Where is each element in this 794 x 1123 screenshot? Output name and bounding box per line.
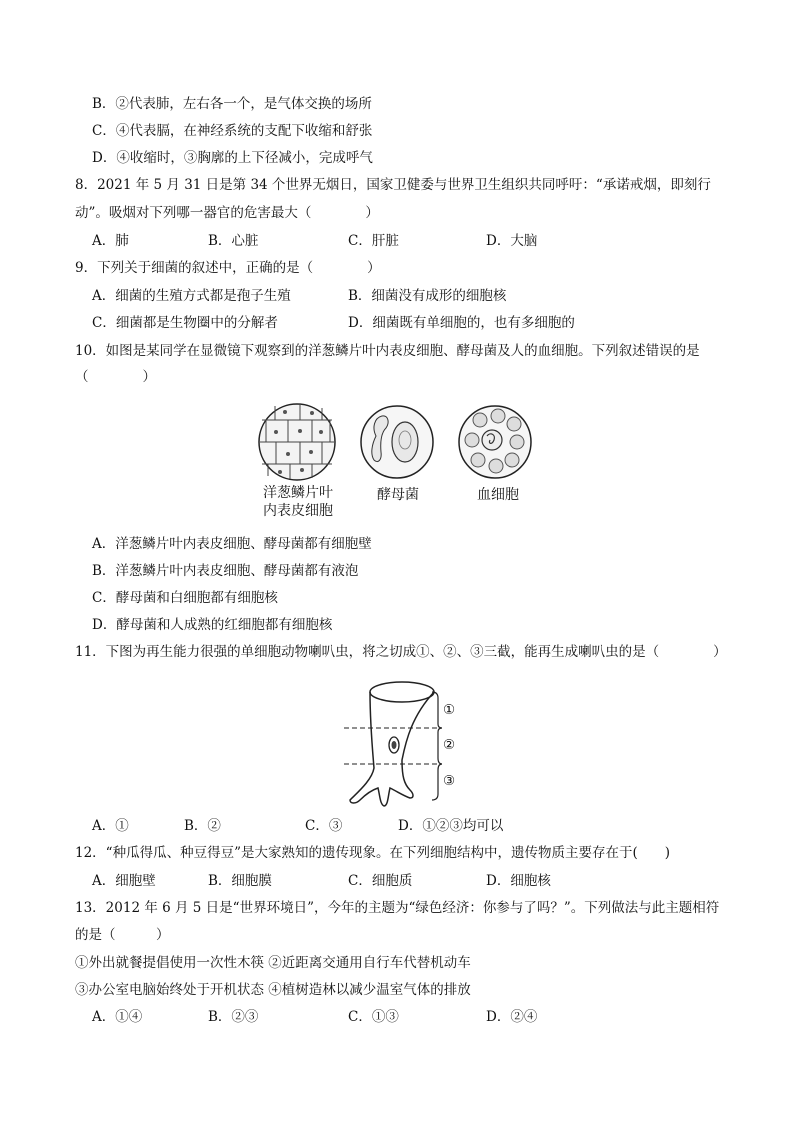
q13-stem-line1: 13．2012 年 6 月 5 日是“世界环境日”，今年的主题为“绿色经济：你参与了吗？”。下列做法与此主题相符	[75, 900, 720, 916]
q11-option-b: B．②	[184, 818, 221, 834]
q12-option-c: C．细胞质	[348, 873, 413, 889]
q10-option-a: A．洋葱鳞片叶内表皮细胞、酵母菌都有细胞壁	[92, 536, 372, 552]
q13-option-d: D．②④	[486, 1009, 538, 1025]
q13-option-b: B．②③	[208, 1009, 259, 1025]
q10-option-d: D．酵母菌和人成熟的红细胞都有细胞核	[92, 617, 333, 633]
q13-item-line2: ③办公室电脑始终处于开机状态 ④植树造林以减少温室气体的排放	[75, 982, 471, 998]
q13-option-a: A．①④	[92, 1009, 143, 1025]
q13-stem-line2: 的是（ ）	[75, 927, 170, 943]
q12-option-d: D．细胞核	[486, 873, 551, 889]
q7-option-d: D．④收缩时，③胸廓的上下径减小，完成呼气	[92, 150, 373, 166]
q8-option-b: B．心脏	[208, 233, 259, 249]
q12-stem: 12．“种瓜得瓜、种豆得豆”是大家熟知的遗传现象。在下列细胞结构中，遗传物质主要存在于( )	[75, 845, 671, 861]
fig-label-onion-line1: 洋葱鳞片叶	[263, 485, 333, 501]
q7-option-c: C．④代表膈，在神经系统的支配下收缩和舒张	[92, 123, 373, 139]
q12-option-a: A．细胞壁	[92, 873, 156, 889]
q9-option-c: C．细菌都是生物圈中的分解者	[92, 315, 278, 331]
q10-stem-line2: （ ）	[75, 369, 156, 385]
q9-option-d: D．细菌既有单细胞的，也有多细胞的	[348, 315, 575, 331]
q9-option-a: A．细菌的生殖方式都是孢子生殖	[92, 288, 291, 304]
q7-option-b: B．②代表肺，左右各一个，是气体交换的场所	[92, 96, 372, 112]
q8-stem-line1: 8．2021 年 5 月 31 日是第 34 个世界无烟日，国家卫健委与世界卫生组织共同呼吁：“承诺戒烟，即刻行	[75, 177, 711, 193]
q8-option-a: A．肺	[92, 233, 129, 249]
fig-label-blood: 血细胞	[477, 487, 519, 503]
q10-stem-line1: 10．如图是某同学在显微镜下观察到的洋葱鳞片叶内表皮细胞、酵母菌及人的血细胞。下列叙述错误的是	[75, 343, 700, 359]
q11-option-a: A．①	[92, 818, 129, 834]
q11-option-d: D．①②③均可以	[398, 818, 504, 834]
q11-stem: 11．下图为再生能力很强的单细胞动物喇叭虫，将之切成①、②、③三截，能再生成喇叭虫的是（ ）	[75, 644, 727, 660]
q10-option-b: B．洋葱鳞片叶内表皮细胞、酵母菌都有液泡	[92, 563, 359, 579]
q11-option-c: C．③	[305, 818, 343, 834]
q13-option-c: C．①③	[348, 1009, 399, 1025]
fig-label-yeast: 酵母菌	[377, 487, 419, 503]
section-mark-2: ②	[443, 737, 456, 753]
stentor-drawing	[350, 682, 434, 806]
q13-item-line1: ①外出就餐提倡使用一次性木筷 ②近距离交通用自行车代替机动车	[75, 955, 471, 971]
q8-stem-line2: 动”。吸烟对下列哪一器官的危害最大（ ）	[75, 205, 379, 221]
section-mark-3: ③	[443, 773, 456, 789]
q8-option-d: D．大脑	[486, 233, 538, 249]
fig-label-onion-line2: 内表皮细胞	[263, 503, 333, 519]
q9-option-b: B．细菌没有成形的细胞核	[348, 288, 507, 304]
q12-option-b: B．细胞膜	[208, 873, 272, 889]
q9-stem: 9．下列关于细菌的叙述中，正确的是（ ）	[75, 260, 381, 276]
section-mark-1: ①	[443, 702, 456, 718]
q10-option-c: C．酵母菌和白细胞都有细胞核	[92, 590, 278, 606]
q8-option-c: C．肝脏	[348, 233, 399, 249]
section-brackets	[432, 692, 442, 800]
